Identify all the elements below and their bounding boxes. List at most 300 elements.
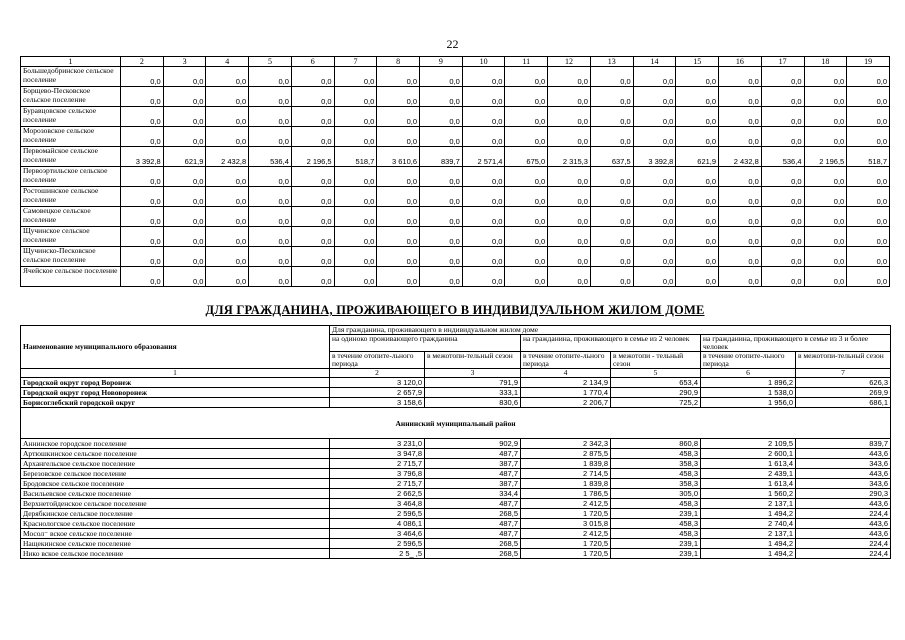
settlement-name: Ростошинское сельское поселение — [21, 187, 121, 207]
value-cell: 487,7 — [425, 519, 521, 529]
column-number: 15 — [676, 57, 719, 67]
value-cell: 0,0 — [249, 167, 292, 187]
column-number: 2 — [330, 369, 425, 378]
value-cell: 3 158,6 — [330, 398, 425, 408]
value-cell: 3 231,0 — [330, 439, 425, 449]
table-row — [21, 107, 890, 127]
value-cell: 0,0 — [420, 167, 463, 187]
value-cell: 358,3 — [611, 459, 701, 469]
column-number: 2 — [121, 57, 164, 67]
value-cell: 0,0 — [590, 67, 633, 87]
column-number: 14 — [633, 57, 676, 67]
value-cell: 3 120,0 — [330, 378, 425, 388]
value-cell: 1 839,8 — [521, 479, 611, 489]
value-cell: 0,0 — [163, 167, 206, 187]
value-cell: 0,0 — [420, 267, 463, 287]
value-cell: 1 494,2 — [701, 549, 796, 559]
value-cell: 0,0 — [121, 207, 164, 227]
value-cell: 0,0 — [505, 247, 548, 267]
value-cell: 0,0 — [462, 167, 505, 187]
value-cell: 0,0 — [334, 207, 377, 227]
value-cell: 0,0 — [420, 127, 463, 147]
value-cell: 0,0 — [676, 227, 719, 247]
value-cell: 1 786,5 — [521, 489, 611, 499]
value-cell: 0,0 — [548, 247, 591, 267]
value-cell: 0,0 — [847, 227, 890, 247]
value-cell: 3 392,8 — [633, 147, 676, 167]
page-number: 22 — [446, 37, 459, 51]
value-cell: 0,0 — [847, 187, 890, 207]
value-cell: 536,4 — [761, 147, 804, 167]
value-cell: 3 392,8 — [121, 147, 164, 167]
value-cell: 675,0 — [505, 147, 548, 167]
value-cell: 1 720,5 — [521, 539, 611, 549]
value-cell: 0,0 — [719, 167, 762, 187]
value-cell: 2 206,7 — [521, 398, 611, 408]
column-number: 7 — [796, 369, 891, 378]
value-cell: 0,0 — [462, 207, 505, 227]
value-cell: 334,4 — [425, 489, 521, 499]
value-cell: 0,0 — [633, 127, 676, 147]
value-cell: 3 796,8 — [330, 469, 425, 479]
value-cell: 0,0 — [291, 207, 334, 227]
table-row — [21, 469, 891, 479]
value-cell: 2 196,5 — [804, 147, 847, 167]
value-cell: 0,0 — [206, 107, 249, 127]
value-cell: 0,0 — [804, 187, 847, 207]
settlement-name: Щучинско-Песковское сельское поселение — [21, 247, 121, 267]
value-cell: 458,3 — [611, 499, 701, 509]
value-cell: 0,0 — [334, 87, 377, 107]
value-cell: 0,0 — [719, 127, 762, 147]
table-row — [21, 439, 891, 449]
value-cell: 2 740,4 — [701, 519, 796, 529]
value-cell: 0,0 — [334, 267, 377, 287]
value-cell: 2 432,8 — [719, 147, 762, 167]
value-cell: 2 412,5 — [521, 529, 611, 539]
value-cell: 0,0 — [163, 67, 206, 87]
value-cell: 0,0 — [804, 87, 847, 107]
value-cell: 2 714,5 — [521, 469, 611, 479]
value-cell: 0,0 — [633, 107, 676, 127]
municipality-name: Васильевское сельское поселение — [21, 489, 330, 499]
column-number: 10 — [462, 57, 505, 67]
value-cell: 3 947,8 — [330, 449, 425, 459]
table-row — [21, 388, 891, 398]
table-row — [21, 549, 891, 559]
value-cell: 0,0 — [291, 267, 334, 287]
column-number: 8 — [377, 57, 420, 67]
value-cell: 268,5 — [425, 549, 521, 559]
value-cell: 0,0 — [804, 227, 847, 247]
value-cell: 0,0 — [719, 247, 762, 267]
column-number-row — [21, 57, 890, 67]
settlement-name: Ячейское сельское поселение — [21, 267, 121, 287]
value-cell: 2 196,5 — [291, 147, 334, 167]
value-cell: 3 464,8 — [330, 499, 425, 509]
column-number: 4 — [521, 369, 611, 378]
municipality-name: Мосол⁻ вское сельское поселение — [21, 529, 330, 539]
municipality-name: Архангельское сельское поселение — [21, 459, 330, 469]
tariff-table-individual-house — [20, 325, 891, 559]
value-cell: 2 412,5 — [521, 499, 611, 509]
value-cell: 0,0 — [121, 267, 164, 287]
value-cell: 0,0 — [377, 267, 420, 287]
value-cell: 239,1 — [611, 509, 701, 519]
value-cell: 791,9 — [425, 378, 521, 388]
value-cell: 443,6 — [796, 499, 891, 509]
value-cell: 0,0 — [505, 187, 548, 207]
value-cell: 0,0 — [590, 247, 633, 267]
value-cell: 0,0 — [676, 67, 719, 87]
column-number: 9 — [420, 57, 463, 67]
value-cell: 0,0 — [163, 187, 206, 207]
value-cell: 0,0 — [633, 267, 676, 287]
municipality-name: Артюшкинское сельское поселение — [21, 449, 330, 459]
value-cell: 224,4 — [796, 509, 891, 519]
table-row — [21, 247, 890, 267]
value-cell: 518,7 — [847, 147, 890, 167]
value-cell: 0,0 — [761, 187, 804, 207]
subgroup-header-family-2: на гражданина, проживающего в семье из 2 человек — [521, 335, 701, 352]
value-cell: 1 538,0 — [701, 388, 796, 398]
value-cell: 0,0 — [505, 267, 548, 287]
value-cell: 0,0 — [249, 247, 292, 267]
value-cell: 0,0 — [590, 267, 633, 287]
value-cell: 0,0 — [719, 267, 762, 287]
table-row — [21, 207, 890, 227]
value-cell: 0,0 — [505, 227, 548, 247]
period-header: в межотопи - тельный сезон — [611, 352, 701, 369]
value-cell: 0,0 — [163, 247, 206, 267]
value-cell: 0,0 — [249, 267, 292, 287]
value-cell: 1 494,2 — [701, 509, 796, 519]
value-cell: 290,3 — [796, 489, 891, 499]
value-cell: 268,5 — [425, 509, 521, 519]
subgroup-header-single: на одиноко проживающего гражданина — [330, 335, 521, 352]
value-cell: 343,6 — [796, 479, 891, 489]
value-cell: 2 432,8 — [206, 147, 249, 167]
value-cell: 1 839,8 — [521, 459, 611, 469]
value-cell: 0,0 — [719, 67, 762, 87]
value-cell: 0,0 — [761, 227, 804, 247]
value-cell: 0,0 — [633, 227, 676, 247]
value-cell: 0,0 — [249, 127, 292, 147]
value-cell: 0,0 — [206, 87, 249, 107]
value-cell: 0,0 — [291, 67, 334, 87]
value-cell: 1 720,5 — [521, 549, 611, 559]
value-cell: 2 662,5 — [330, 489, 425, 499]
value-cell: 621,9 — [163, 147, 206, 167]
value-cell: 487,7 — [425, 449, 521, 459]
value-cell: 239,1 — [611, 539, 701, 549]
value-cell: 0,0 — [163, 267, 206, 287]
value-cell: 0,0 — [761, 107, 804, 127]
value-cell: 839,7 — [796, 439, 891, 449]
value-cell: 686,1 — [796, 398, 891, 408]
value-cell: 0,0 — [462, 87, 505, 107]
column-number: 18 — [804, 57, 847, 67]
table-row — [21, 187, 890, 207]
value-cell: 0,0 — [804, 167, 847, 187]
value-cell: 0,0 — [847, 127, 890, 147]
value-cell: 2 875,5 — [521, 449, 611, 459]
value-cell: 0,0 — [847, 67, 890, 87]
value-cell: 0,0 — [804, 107, 847, 127]
value-cell: 0,0 — [334, 187, 377, 207]
value-cell: 0,0 — [206, 187, 249, 207]
value-cell: 902,9 — [425, 439, 521, 449]
table-row — [21, 489, 891, 499]
value-cell: 0,0 — [377, 67, 420, 87]
value-cell: 637,5 — [590, 147, 633, 167]
value-cell: 443,6 — [796, 529, 891, 539]
value-cell: 2 715,7 — [330, 479, 425, 489]
value-cell: 0,0 — [334, 67, 377, 87]
column-number: 4 — [206, 57, 249, 67]
table-row — [21, 509, 891, 519]
value-cell: 0,0 — [676, 167, 719, 187]
value-cell: 0,0 — [291, 87, 334, 107]
settlement-name: Первоэртильское сельское поселение — [21, 167, 121, 187]
column-number: 16 — [719, 57, 762, 67]
value-cell: 0,0 — [121, 247, 164, 267]
value-cell: 0,0 — [804, 207, 847, 227]
period-header: в течение отопите-льного периода — [701, 352, 796, 369]
municipality-name: Городской округ город Воронеж — [21, 378, 330, 388]
value-cell: 0,0 — [334, 167, 377, 187]
value-cell: 0,0 — [590, 127, 633, 147]
value-cell: 487,7 — [425, 529, 521, 539]
value-cell: 0,0 — [291, 227, 334, 247]
value-cell: 0,0 — [548, 127, 591, 147]
column-number: 1 — [21, 57, 121, 67]
value-cell: 2 571,4 — [462, 147, 505, 167]
value-cell: 3 610,6 — [377, 147, 420, 167]
value-cell: 3 015,8 — [521, 519, 611, 529]
table-row — [21, 127, 890, 147]
value-cell: 0,0 — [633, 87, 676, 107]
table-row — [21, 529, 891, 539]
value-cell: 0,0 — [249, 207, 292, 227]
value-cell: 1 560,2 — [701, 489, 796, 499]
value-cell: 305,0 — [611, 489, 701, 499]
value-cell: 0,0 — [633, 167, 676, 187]
value-cell: 2 439,1 — [701, 469, 796, 479]
value-cell: 653,4 — [611, 378, 701, 388]
municipality-name: Березовское сельское поселение — [21, 469, 330, 479]
value-cell: 0,0 — [633, 207, 676, 227]
value-cell: 0,0 — [676, 107, 719, 127]
municipality-name: Бродовское сельское поселение — [21, 479, 330, 489]
value-cell: 0,0 — [206, 67, 249, 87]
value-cell: 0,0 — [761, 247, 804, 267]
value-cell: 0,0 — [719, 107, 762, 127]
settlement-name: Первомайское сельское поселение — [21, 147, 121, 167]
value-cell: 1 896,2 — [701, 378, 796, 388]
value-cell: 0,0 — [420, 207, 463, 227]
value-cell: 0,0 — [590, 207, 633, 227]
value-cell: 0,0 — [462, 107, 505, 127]
settlement-name: Щучинское сельское поселение — [21, 227, 121, 247]
value-cell: 458,3 — [611, 469, 701, 479]
value-cell: 0,0 — [719, 187, 762, 207]
value-cell: 0,0 — [377, 187, 420, 207]
table-row — [21, 499, 891, 509]
value-cell: 0,0 — [676, 87, 719, 107]
value-cell: 0,0 — [334, 107, 377, 127]
value-cell: 387,7 — [425, 479, 521, 489]
value-cell: 518,7 — [334, 147, 377, 167]
municipality-name: Дерябкинское сельское поселение — [21, 509, 330, 519]
value-cell: 3 464,6 — [330, 529, 425, 539]
value-cell: 0,0 — [590, 227, 633, 247]
period-header: в течение отопите-льного периода — [521, 352, 611, 369]
value-cell: 0,0 — [420, 67, 463, 87]
value-cell: 4 086,1 — [330, 519, 425, 529]
value-cell: 0,0 — [249, 87, 292, 107]
table-row — [21, 167, 890, 187]
value-cell: 0,0 — [676, 127, 719, 147]
value-cell: 0,0 — [847, 87, 890, 107]
value-cell: 1 613,4 — [701, 459, 796, 469]
value-cell: 0,0 — [206, 127, 249, 147]
value-cell: 1 956,0 — [701, 398, 796, 408]
municipality-name: Верхнетойденское сельское поселение — [21, 499, 330, 509]
value-cell: 2 715,7 — [330, 459, 425, 469]
district-title: Аннинский муниципальный район — [21, 408, 891, 439]
value-cell: 0,0 — [761, 267, 804, 287]
value-cell: 0,0 — [719, 227, 762, 247]
value-cell: 0,0 — [548, 67, 591, 87]
municipality-name: Нащекинское сельское поселение — [21, 539, 330, 549]
value-cell: 0,0 — [676, 187, 719, 207]
value-cell: 0,0 — [121, 107, 164, 127]
table-row — [21, 459, 891, 469]
column-number: 12 — [548, 57, 591, 67]
settlement-name: Самовецкое сельское поселение — [21, 207, 121, 227]
value-cell: 0,0 — [377, 127, 420, 147]
value-cell: 1 494,2 — [701, 539, 796, 549]
value-cell: 0,0 — [548, 167, 591, 187]
column-number: 3 — [163, 57, 206, 67]
value-cell: 0,0 — [291, 107, 334, 127]
value-cell: 487,7 — [425, 469, 521, 479]
value-cell: 269,9 — [796, 388, 891, 398]
column-number: 6 — [291, 57, 334, 67]
value-cell: 0,0 — [462, 267, 505, 287]
period-header: в межотопи-тельный сезон — [796, 352, 891, 369]
value-cell: 0,0 — [847, 207, 890, 227]
table-row — [21, 539, 891, 549]
value-cell: 0,0 — [633, 67, 676, 87]
value-cell: 2 657,9 — [330, 388, 425, 398]
value-cell: 387,7 — [425, 459, 521, 469]
value-cell: 458,3 — [611, 519, 701, 529]
value-cell: 2 342,3 — [521, 439, 611, 449]
value-cell: 0,0 — [548, 227, 591, 247]
value-cell: 1 770,4 — [521, 388, 611, 398]
value-cell: 725,2 — [611, 398, 701, 408]
value-cell: 0,0 — [377, 227, 420, 247]
value-cell: 0,0 — [847, 167, 890, 187]
value-cell: 0,0 — [761, 167, 804, 187]
municipality-name: Городской округ город Нововоронеж — [21, 388, 330, 398]
column-number: 7 — [334, 57, 377, 67]
value-cell: 0,0 — [505, 67, 548, 87]
value-cell: 626,3 — [796, 378, 891, 388]
value-cell: 0,0 — [291, 167, 334, 187]
value-cell: 0,0 — [633, 247, 676, 267]
value-cell: 487,7 — [425, 499, 521, 509]
column-number: 19 — [847, 57, 890, 67]
value-cell: 839,7 — [420, 147, 463, 167]
value-cell: 0,0 — [163, 107, 206, 127]
value-cell: 0,0 — [121, 187, 164, 207]
value-cell: 2 137,1 — [701, 529, 796, 539]
value-cell: 0,0 — [804, 267, 847, 287]
value-cell: 860,8 — [611, 439, 701, 449]
value-cell: 0,0 — [163, 127, 206, 147]
value-cell: 0,0 — [505, 207, 548, 227]
subgroup-header-family-3: на гражданина, проживающего в семье из 3 и более человек — [701, 335, 891, 352]
value-cell: 290,9 — [611, 388, 701, 398]
value-cell: 0,0 — [804, 247, 847, 267]
value-cell: 224,4 — [796, 549, 891, 559]
value-cell: 0,0 — [590, 187, 633, 207]
value-cell: 2 596,5 — [330, 539, 425, 549]
value-cell: 2 5_ ,5 — [330, 549, 425, 559]
value-cell: 0,0 — [761, 127, 804, 147]
value-cell: 0,0 — [206, 247, 249, 267]
value-cell: 458,3 — [611, 449, 701, 459]
value-cell: 830,6 — [425, 398, 521, 408]
value-cell: 0,0 — [121, 67, 164, 87]
value-cell: 0,0 — [719, 207, 762, 227]
section-heading: ДЛЯ ГРАЖДАНИНА, ПРОЖИВАЮЩЕГО В ИНДИВИДУАЛЬНОМ ЖИЛОМ ДОМЕ — [205, 303, 705, 317]
column-number: 1 — [21, 369, 330, 378]
value-cell: 0,0 — [249, 67, 292, 87]
value-cell: 0,0 — [462, 227, 505, 247]
value-cell: 2 109,5 — [701, 439, 796, 449]
value-cell: 0,0 — [249, 107, 292, 127]
column-number: 3 — [425, 369, 521, 378]
value-cell: 443,6 — [796, 519, 891, 529]
settlement-name: Буравцовское сельское поселение — [21, 107, 121, 127]
value-cell: 0,0 — [163, 227, 206, 247]
value-cell: 0,0 — [291, 187, 334, 207]
settlement-name: Большедобринское сельское поселение — [21, 67, 121, 87]
table-row — [21, 479, 891, 489]
value-cell: 0,0 — [676, 247, 719, 267]
value-cell: 621,9 — [676, 147, 719, 167]
table-row — [21, 519, 891, 529]
value-cell: 0,0 — [761, 207, 804, 227]
value-cell: 0,0 — [847, 107, 890, 127]
value-cell: 0,0 — [249, 227, 292, 247]
value-cell: 0,0 — [121, 167, 164, 187]
value-cell: 1 613,4 — [701, 479, 796, 489]
value-cell: 0,0 — [420, 187, 463, 207]
value-cell: 0,0 — [847, 247, 890, 267]
column-number: 5 — [249, 57, 292, 67]
tariff-table-upper — [20, 56, 890, 287]
value-cell: 0,0 — [420, 227, 463, 247]
value-cell: 0,0 — [548, 107, 591, 127]
name-column-header: Наименование муниципального образования — [21, 326, 330, 369]
value-cell: 0,0 — [676, 207, 719, 227]
municipality-name: Краснологское сельское поселение — [21, 519, 330, 529]
